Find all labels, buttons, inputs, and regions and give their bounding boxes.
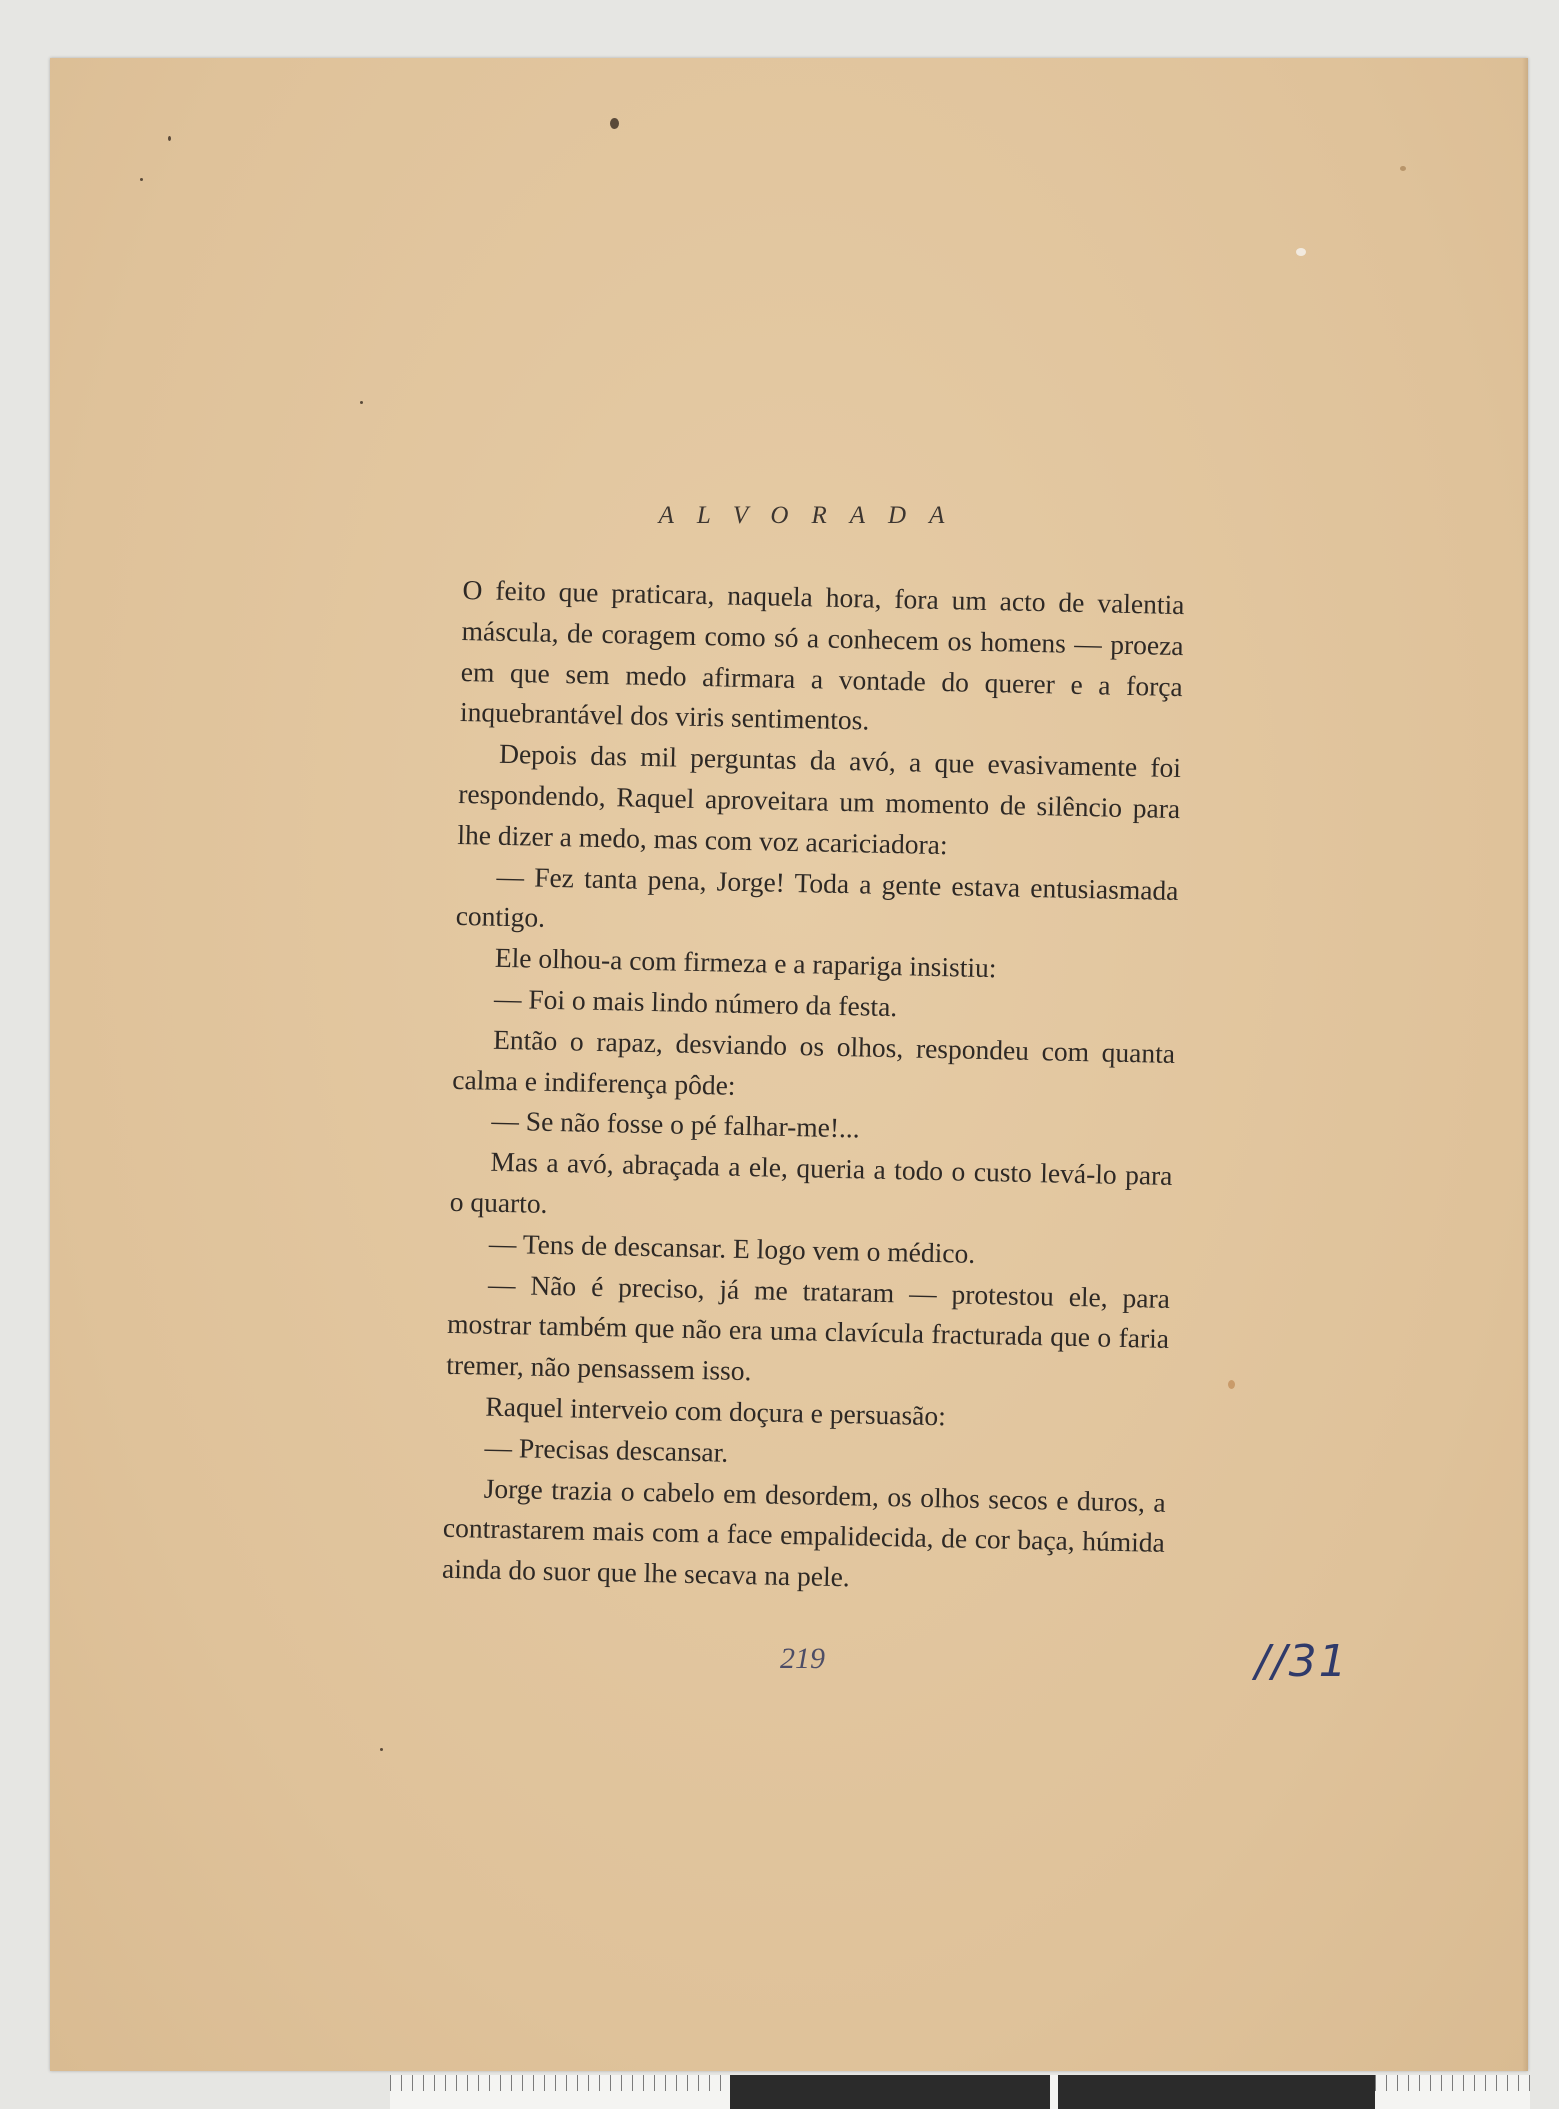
handwritten-folio-mark: //31	[1255, 1636, 1349, 1687]
ruler-ticks	[390, 2075, 730, 2091]
running-head: ALVORADA	[658, 502, 968, 529]
paper-speck	[380, 1748, 383, 1751]
paragraph: Raquel interveio com doçura e persuasão:	[485, 1390, 947, 1432]
paragraph: Mas a avó, abraçada a ele, queria a todo o custo levá-lo para o quarto.	[449, 1145, 1173, 1219]
paragraph: O feito que praticara, naquela hora, fora um acto de valentia máscula, de coragem como só a conhecem os homens — proeza em que sem medo afirmara a vontade do querer e a força inquebrantável dos viris sentimentos.	[459, 573, 1185, 736]
page-edge	[1522, 58, 1528, 2071]
dialogue-line: — Tens de descansar. E logo vem o médico.	[488, 1227, 976, 1269]
dialogue-line: — Fez tanta pena, Jorge! Toda a gente estava entusiasmada contigo.	[455, 860, 1179, 934]
ruler-black-segment	[1058, 2075, 1375, 2109]
paragraph: Ele olhou-a com firmeza e a rapariga insistiu:	[494, 941, 997, 984]
dialogue-line: — Não é preciso, já me trataram — protestou ele, para mostrar também que não era uma clavícula fracturada que o faria tremer, não pensassem isso.	[446, 1268, 1171, 1387]
dialogue-line: — Precisas descansar.	[484, 1431, 729, 1468]
page-number: 219	[780, 1642, 825, 1675]
dialogue-line: — Foi o mais lindo número da festa.	[493, 982, 898, 1023]
paper-speck	[1228, 1380, 1235, 1389]
paper-speck	[1296, 248, 1306, 256]
paragraph: Então o rapaz, desviando os olhos, respondeu com quanta calma e indiferença pôde:	[452, 1023, 1176, 1101]
document-page	[50, 58, 1528, 2071]
body-text	[442, 570, 1185, 1605]
ruler-black-segment	[730, 2075, 1050, 2109]
dialogue-line: — Se não fosse o pé falhar-me!...	[491, 1105, 861, 1144]
paragraph: Depois das mil perguntas da avó, a que evasivamente foi respondendo, Raquel aproveitara um momento de silêncio para lhe dizer a medo, mas com voz acariciadora:	[457, 737, 1182, 860]
paper-speck	[1400, 166, 1406, 171]
paper-speck	[610, 118, 619, 129]
paper-speck	[140, 178, 143, 181]
scale-ruler	[390, 2075, 1530, 2109]
paper-speck	[360, 401, 363, 404]
paragraph: Jorge trazia o cabelo em desordem, os olhos secos e duros, a contrastarem mais com a face empalidecida, de cor baça, húmida ainda do suor que lhe secava na pele.	[441, 1472, 1166, 1593]
paper-speck	[168, 136, 171, 141]
ruler-ticks	[1375, 2075, 1530, 2091]
